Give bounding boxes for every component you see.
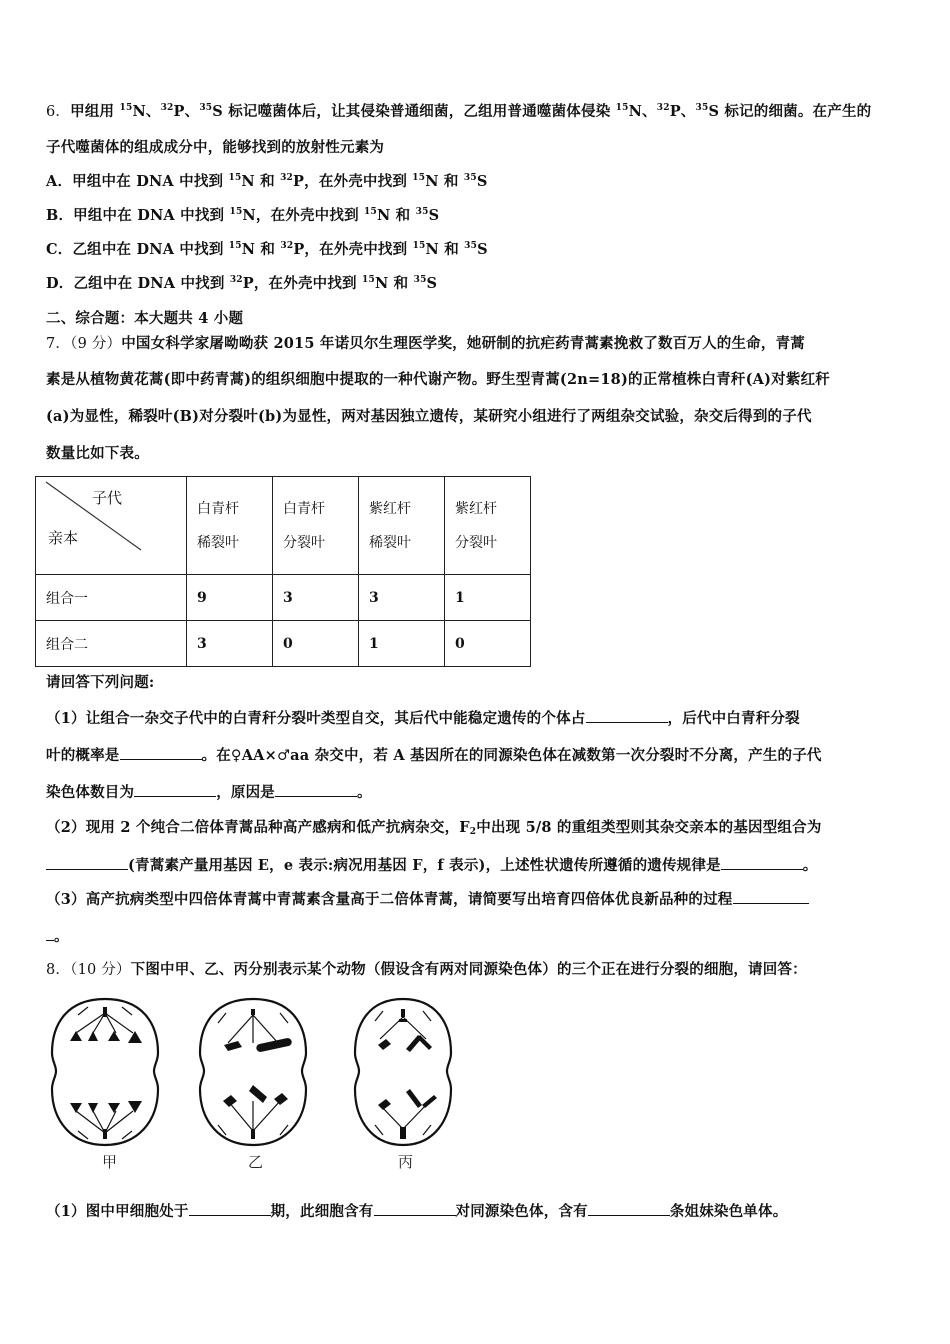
q7-stem-line2: 素是从植物黄花蒿(即中药青蒿)的组织细胞中提取的一种代谢产物。野生型青蒿(2n=18)的正常植株白青秆(A)对紫红秆 bbox=[46, 371, 830, 388]
answer-blank[interactable] bbox=[588, 1201, 670, 1216]
table-column-header: 白青杆 稀裂叶 bbox=[187, 477, 273, 575]
q7-sub3-line1: （3）高产抗病类型中四倍体青蒿中青蒿素含量高于二倍体青蒿，请简要写出培育四倍体优良新品种的过程 bbox=[46, 889, 809, 910]
table-corner-cell bbox=[36, 477, 187, 575]
q7-score: （9 分） bbox=[70, 336, 122, 352]
table-column-header: 紫红杆 稀裂叶 bbox=[359, 477, 445, 575]
table-cell: 3 bbox=[273, 575, 359, 621]
cell-label-jia: 甲 bbox=[102, 1153, 118, 1171]
table-header-row bbox=[36, 477, 531, 575]
corner-label-parent: 亲本 bbox=[48, 529, 79, 547]
corner-label-offspring: 子代 bbox=[92, 489, 123, 507]
cell-diagrams bbox=[48, 993, 468, 1153]
q8-sub1: （1）图中甲细胞处于 期，此细胞含有 对同源染色体，含有 条姐妹染色单体。 bbox=[46, 1203, 788, 1220]
table-cell: 1 bbox=[445, 575, 531, 621]
table-cell: 3 bbox=[359, 575, 445, 621]
q7-stem-line3: (a)为显性，稀裂叶(B)对分裂叶(b)为显性，两对基因独立遗传，某研究小组进行了两组杂交试验，杂交后得到的子代 bbox=[46, 408, 812, 425]
q8-number: 8． bbox=[46, 962, 71, 978]
q6-number: 6． bbox=[46, 104, 71, 120]
q8-stem: 8．（10 分）下图中甲、乙、丙分别表示某个动物（假设含有两对同源染色体）的三个正在进行分裂的细胞，请回答： bbox=[46, 961, 807, 978]
answer-blank[interactable] bbox=[134, 782, 216, 797]
q6-option-b[interactable]: B．甲组中在 DNA 中找到 $^{15}$N，在外壳中找到 $^{15}$N 和 $^{35}$S bbox=[46, 207, 440, 224]
answer-blank[interactable] bbox=[46, 855, 128, 870]
answer-blank[interactable] bbox=[275, 782, 357, 797]
q8-score: （10 分） bbox=[70, 962, 131, 978]
offspring-ratio-table bbox=[35, 476, 531, 667]
table-column-header: 白青杆 分裂叶 bbox=[273, 477, 359, 575]
row-label: 组合一 bbox=[36, 575, 187, 621]
answer-blank[interactable] bbox=[189, 1201, 271, 1216]
q6-option-a[interactable]: A．甲组中在 DNA 中找到 $^{15}$N 和 $^{32}$P，在外壳中找到 $^{15}$N 和 $^{35}$S bbox=[46, 173, 488, 190]
q7-sub2-line2: (青蒿素产量用基因 E，e 表示:病况用基因 F，f 表示)，上述性状遗传所遵循的遗传规律是 。 bbox=[46, 855, 817, 876]
q6-option-d[interactable]: D．乙组中在 DNA 中找到 $^{32}$P，在外壳中找到 $^{15}$N 和 $^{35}$S bbox=[46, 275, 438, 292]
table-cell: 9 bbox=[187, 575, 273, 621]
q7-sub1-line3: 染色体数目为 ，原因是 。 bbox=[46, 784, 372, 801]
cell-label-bing: 丙 bbox=[398, 1153, 414, 1171]
section-heading: 二、综合题：本大题共 4 小题 bbox=[46, 310, 244, 327]
answer-blank[interactable] bbox=[721, 855, 803, 870]
q7-number: 7． bbox=[46, 336, 71, 352]
q7-prompt: 请回答下列问题: bbox=[46, 674, 155, 691]
q7-sub1-line1: （1）让组合一杂交子代中的白青秆分裂叶类型自交，其后代中能稳定遗传的个体占 ，后代中白青秆分裂 bbox=[46, 710, 800, 727]
q6-option-c[interactable]: C．乙组中在 DNA 中找到 $^{15}$N 和 $^{32}$P，在外壳中找到 $^{15}$N 和 $^{35}$S bbox=[46, 241, 488, 258]
q6-stem-line1: 6．甲组用 $^{15}$N、$^{32}$P、$^{35}$S 标记噬菌体后，让其侵染普通细菌，乙组用普通噬菌体侵染 $^{15}$N、$^{32}$P、$^{35}$S 标记的细菌。在产生的 bbox=[46, 103, 872, 120]
q7-sub2-line1: （2）现用 2 个纯合二倍体青蒿品种高产感病和低产抗病杂交，$F_2$中出现 5/8 的重组类型则其杂交亲本的基因型组合为 bbox=[46, 819, 822, 837]
table-cell: 3 bbox=[187, 621, 273, 667]
q7-stem-line1: 7．（9 分）中国女科学家屠呦呦获 2015 年诺贝尔生理医学奖，她研制的抗疟药青蒿素挽救了数百万人的生命，青蒿 bbox=[46, 335, 805, 352]
answer-blank[interactable] bbox=[120, 745, 202, 760]
table-row bbox=[36, 621, 531, 667]
answer-blank[interactable] bbox=[46, 926, 54, 941]
q6-stem-line2: 子代噬菌体的组成成分中，能够找到的放射性元素为 bbox=[46, 139, 385, 156]
q7-stem-line4: 数量比如下表。 bbox=[46, 445, 149, 462]
q7-sub1-line2: 叶的概率是 。在♀AA×♂aa 杂交中，若 A 基因所在的同源染色体在减数第一次分裂时不分离，产生的子代 bbox=[46, 747, 822, 764]
answer-blank[interactable] bbox=[733, 889, 809, 904]
cell-jia-outline bbox=[52, 999, 158, 1145]
table-cell: 0 bbox=[273, 621, 359, 667]
answer-blank[interactable] bbox=[586, 708, 668, 723]
table-column-header: 紫红杆 分裂叶 bbox=[445, 477, 531, 575]
row-label: 组合二 bbox=[36, 621, 187, 667]
cell-label-yi: 乙 bbox=[248, 1153, 264, 1171]
table-row bbox=[36, 575, 531, 621]
table-cell: 1 bbox=[359, 621, 445, 667]
answer-blank[interactable] bbox=[374, 1201, 456, 1216]
q7-sub3-line2: 。 bbox=[46, 926, 69, 947]
table-cell: 0 bbox=[445, 621, 531, 667]
cell-division-figure bbox=[48, 993, 468, 1178]
